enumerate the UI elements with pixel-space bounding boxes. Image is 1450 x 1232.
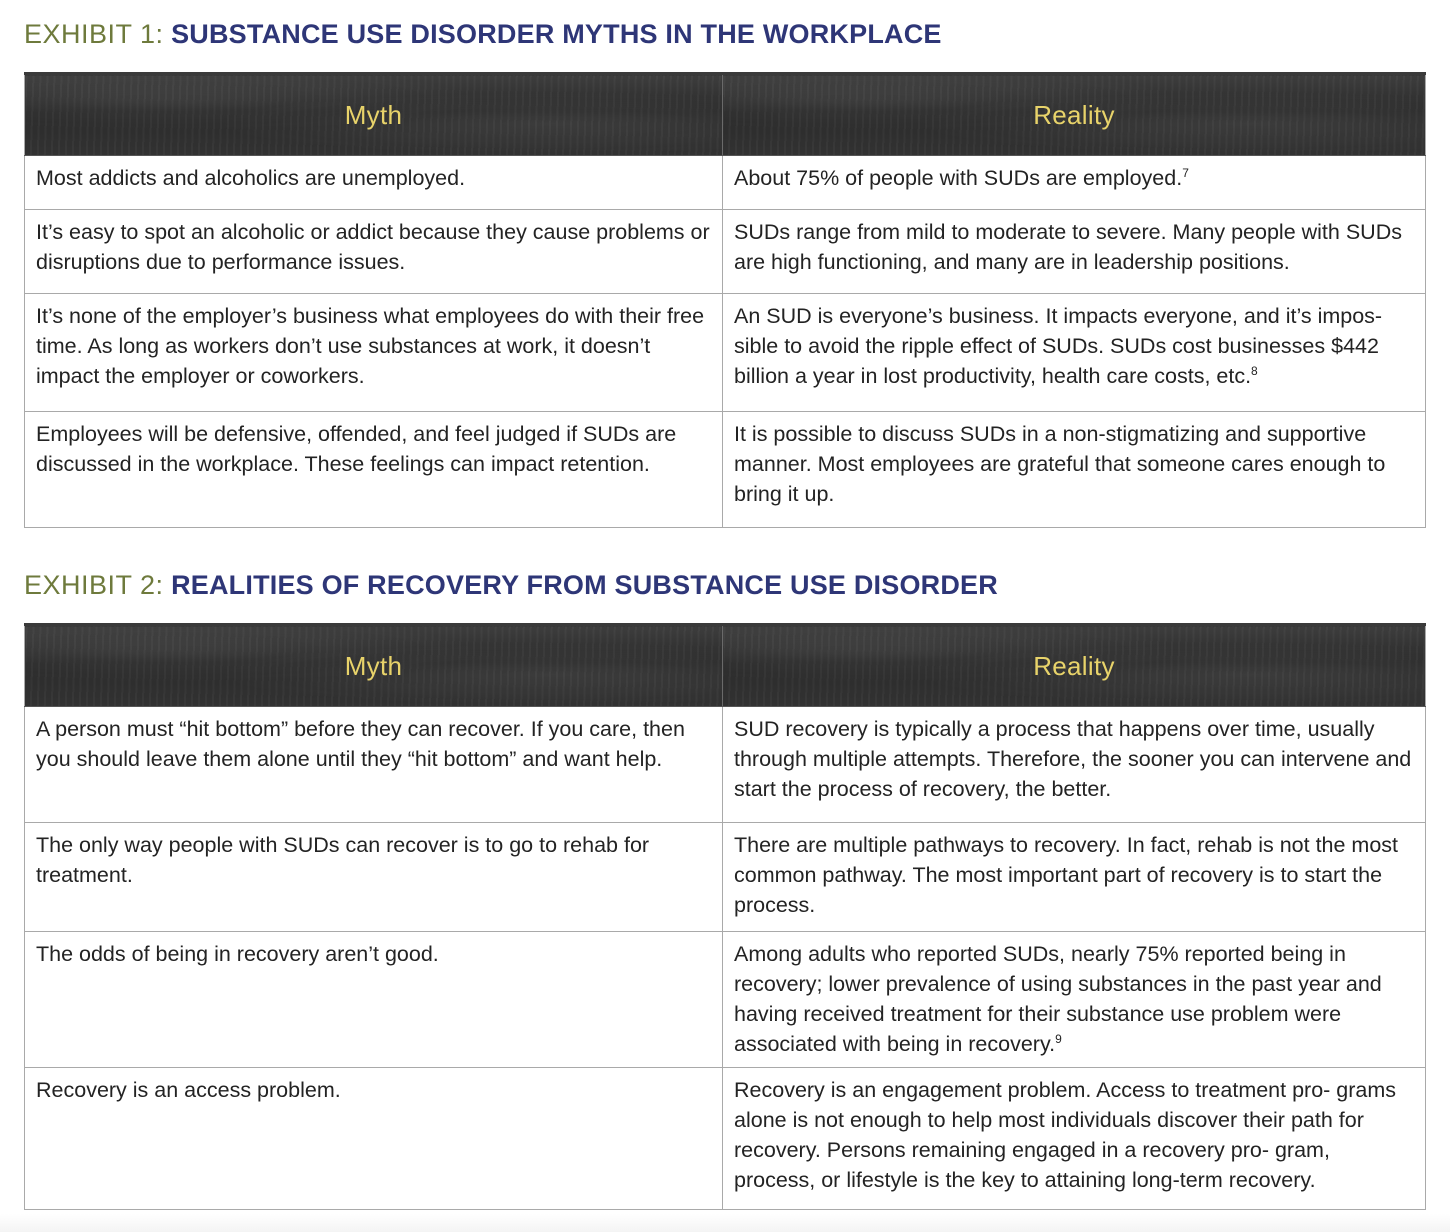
reality-text: Recovery is an engagement problem. Access to treatment pro- grams alone is not enough to help most individuals discover their path for recovery. Persons remaining engaged in a recovery pro- gram, process, or lifestyle is the key to attaining long-term recovery. <box>734 1078 1397 1192</box>
reality-cell <box>723 210 1426 294</box>
table-header-row <box>25 74 1426 156</box>
reality-text: An SUD is everyone’s business. It impacts everyone, and it’s impos- sible to avoid the ripple effect of SUDs. SUDs cost businesses $442 billion a year in lost productivity, health care costs, etc. <box>734 304 1383 388</box>
myth-cell <box>25 707 723 823</box>
exhibit-1-label: EXHIBIT 1: <box>24 19 164 49</box>
myth-text: The only way people with SUDs can recover is to go to rehab for treatment. <box>36 833 650 887</box>
reality-cell <box>723 156 1426 210</box>
reality-cell <box>723 823 1426 932</box>
reality-text: There are multiple pathways to recovery. In fact, rehab is not the most common pathway. The most important part of recovery is to start the process. <box>734 833 1399 917</box>
myth-text: It’s none of the employer’s business what employees do with their free time. As long as workers don’t use substances at work, it doesn’t impact the employer or coworkers. <box>36 304 705 388</box>
reality-cell <box>723 294 1426 412</box>
reality-text: SUDs range from mild to moderate to severe. Many people with SUDs are high functioning, and many are in leadership positions. <box>734 220 1402 274</box>
table-header-row <box>25 625 1426 707</box>
footnote-marker: 7 <box>1182 165 1189 180</box>
reality-cell <box>723 412 1426 528</box>
myth-column-header: Myth <box>25 625 723 707</box>
exhibit-2 <box>24 565 1425 1210</box>
exhibit-1-table <box>24 72 1426 528</box>
myth-cell <box>25 294 723 412</box>
table-row <box>25 932 1426 1068</box>
myth-cell <box>25 412 723 528</box>
table-row <box>25 156 1426 210</box>
myth-text: The odds of being in recovery aren’t good. <box>36 942 439 966</box>
myth-text: A person must “hit bottom” before they can recover. If you care, then you should leave them alone until they “hit bottom” and want help. <box>36 717 685 771</box>
reality-column-header: Reality <box>723 74 1426 156</box>
reality-text: It is possible to discuss SUDs in a non-stigmatizing and supportive manner. Most employees are grateful that someone cares enough to bring it up. <box>734 422 1386 506</box>
table-row <box>25 1068 1426 1210</box>
myth-cell <box>25 1068 723 1210</box>
table-row <box>25 412 1426 528</box>
reality-column-header: Reality <box>723 625 1426 707</box>
myth-cell <box>25 210 723 294</box>
page-bottom-edge <box>0 1214 1450 1232</box>
exhibit-2-heading: REALITIES OF RECOVERY FROM SUBSTANCE USE DISORDER <box>171 570 998 600</box>
exhibit-2-label: EXHIBIT 2: <box>24 570 164 600</box>
myth-text: Recovery is an access problem. <box>36 1078 341 1102</box>
myth-text: Employees will be defensive, offended, and feel judged if SUDs are discussed in the workplace. These feelings can impact retention. <box>36 422 677 476</box>
myth-column-header: Myth <box>25 74 723 156</box>
exhibit-2-title <box>24 565 1425 609</box>
table-row <box>25 294 1426 412</box>
exhibit-2-table <box>24 623 1426 1210</box>
table-row <box>25 210 1426 294</box>
reality-text: About 75% of people with SUDs are employed. <box>734 166 1183 190</box>
table-row <box>25 707 1426 823</box>
reality-text: SUD recovery is typically a process that happens over time, usually through multiple attempts. Therefore, the sooner you can intervene and start the process of recovery, the better. <box>734 717 1412 801</box>
reality-cell <box>723 932 1426 1068</box>
reality-text: Among adults who reported SUDs, nearly 75% reported being in recovery; lower prevalence of using substances in the past year and having received treatment for their substance use problem were associated with being in recovery. <box>734 942 1382 1056</box>
reality-cell <box>723 707 1426 823</box>
myth-cell <box>25 156 723 210</box>
footnote-marker: 8 <box>1251 363 1258 378</box>
myth-cell <box>25 823 723 932</box>
myth-text: Most addicts and alcoholics are unemployed. <box>36 166 466 190</box>
table-row <box>25 823 1426 932</box>
footnote-marker: 9 <box>1055 1031 1062 1046</box>
myth-cell <box>25 932 723 1068</box>
reality-cell <box>723 1068 1426 1210</box>
exhibit-1-heading: SUBSTANCE USE DISORDER MYTHS IN THE WORKPLACE <box>171 19 942 49</box>
exhibit-1 <box>24 14 1425 528</box>
exhibit-1-title <box>24 14 1425 58</box>
myth-text: It’s easy to spot an alcoholic or addict because they cause problems or disruptions due to performance issues. <box>36 220 710 274</box>
